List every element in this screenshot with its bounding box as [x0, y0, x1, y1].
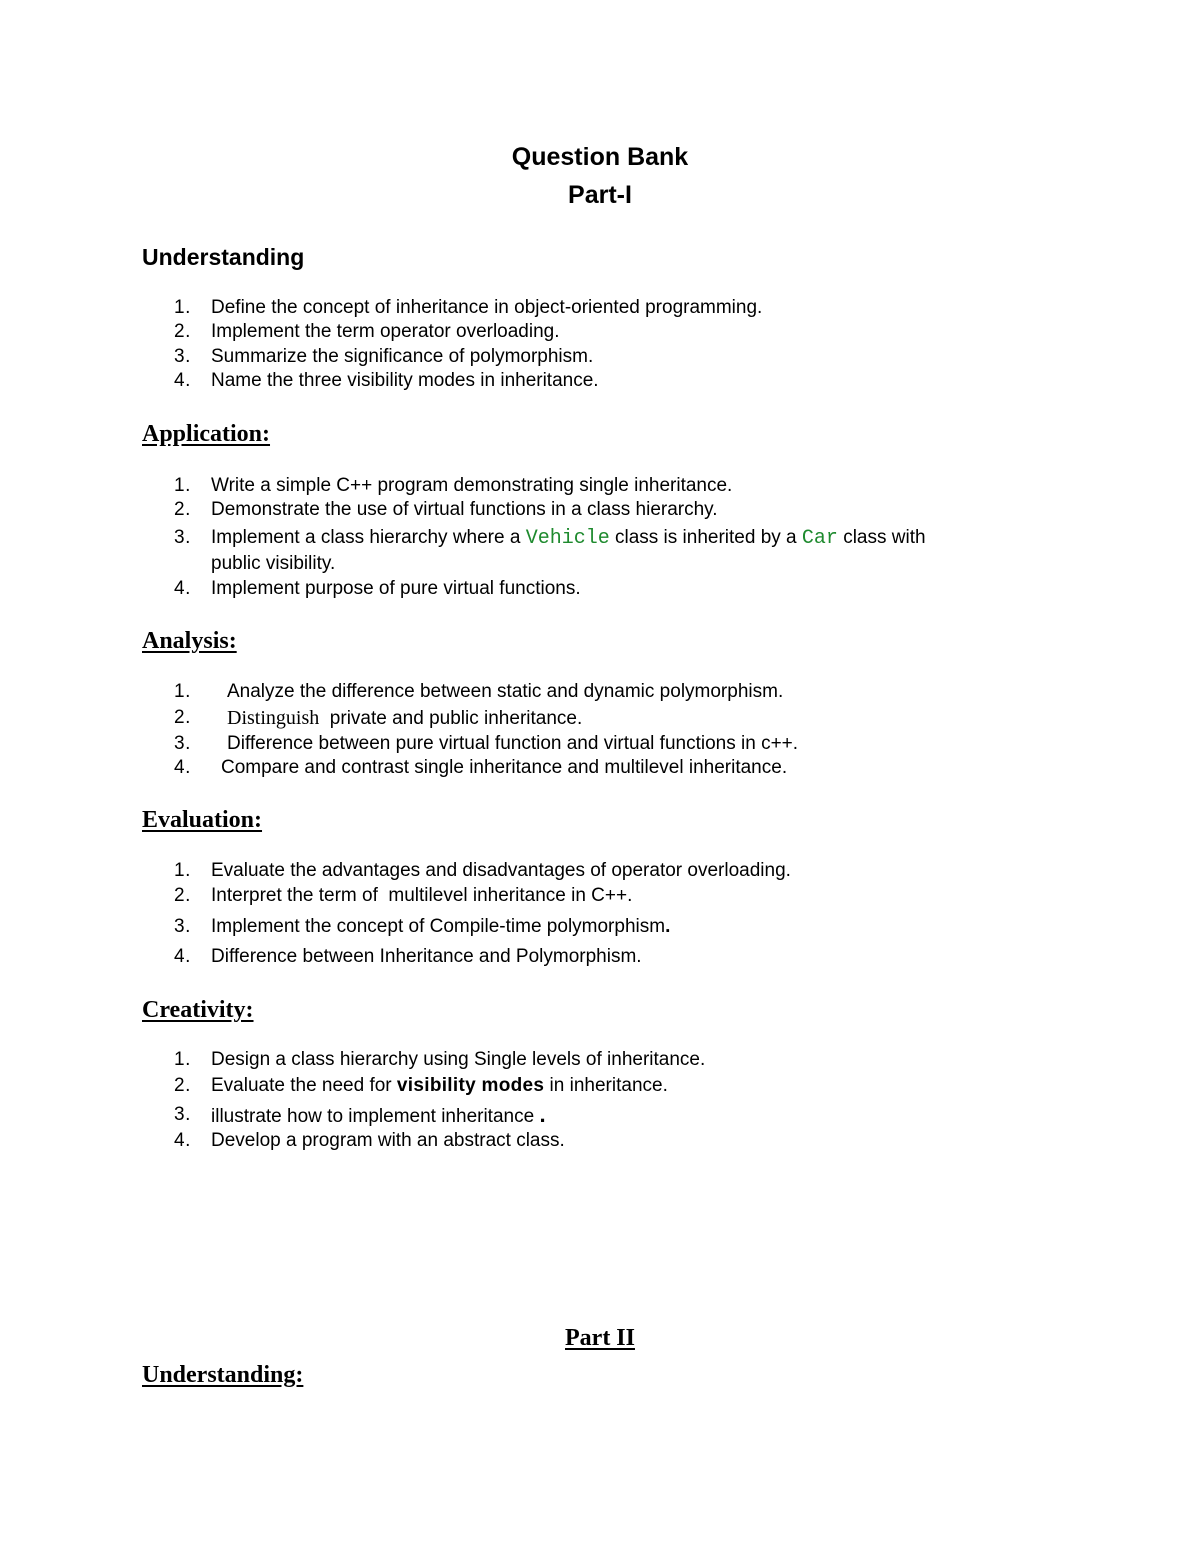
item-number: 4.	[174, 1130, 191, 1151]
item-text: Implement the term operator overloading.	[211, 321, 560, 342]
item-number: 4.	[174, 578, 191, 599]
item-number: 2.	[174, 321, 191, 342]
item-text: Difference between Inheritance and Polymorphism.	[211, 946, 642, 967]
item-number: 2.	[174, 885, 191, 906]
item-text-part: private and public inheritance.	[319, 708, 583, 729]
item-text: Implement purpose of pure virtual functions.	[211, 578, 581, 599]
item-text	[211, 526, 926, 551]
item-text: Design a class hierarchy using Single levels of inheritance.	[211, 1049, 706, 1070]
part-two-title: Part II	[565, 1325, 635, 1351]
item-text	[227, 706, 582, 731]
item-number: 1.	[174, 475, 191, 496]
item-text-part: Distinguish	[227, 707, 320, 729]
section-heading-understanding: Understanding	[142, 244, 305, 270]
item-text: Name the three visibility modes in inheritance.	[211, 370, 599, 391]
item-number: 1.	[174, 297, 191, 318]
item-text-part: .	[665, 916, 671, 937]
section-heading-application: Application:	[142, 421, 271, 447]
item-text-part: class with	[837, 527, 926, 548]
code-token-car: Car	[801, 527, 838, 550]
item-text	[211, 915, 671, 939]
page-title: Question Bank	[511, 143, 689, 171]
item-text-part: Evaluate the need for	[211, 1075, 397, 1096]
item-text	[211, 1103, 546, 1129]
item-text: Demonstrate the use of virtual functions in a class hierarchy.	[211, 499, 718, 520]
section-heading-part2-understanding: Understanding:	[142, 1362, 304, 1388]
item-number: 1.	[174, 860, 191, 881]
item-number: 2.	[174, 1075, 191, 1096]
item-text: Difference between pure virtual function and virtual functions in c++.	[227, 733, 799, 754]
item-text: Write a simple C++ program demonstrating single inheritance.	[211, 475, 733, 496]
item-number: 4.	[174, 370, 191, 391]
section-heading-analysis: Analysis:	[142, 628, 237, 654]
item-text-part: .	[539, 1102, 546, 1127]
item-number: 4.	[174, 946, 191, 967]
item-text: Interpret the term of multilevel inheritance in C++.	[211, 885, 633, 906]
item-number: 3.	[174, 527, 191, 548]
item-text-part: Implement the concept of Compile-time polymorphism	[211, 916, 666, 937]
item-text: Compare and contrast single inheritance and multilevel inheritance.	[221, 757, 788, 778]
item-text: public visibility.	[211, 553, 336, 574]
item-text-part: Implement a class hierarchy where a	[211, 527, 526, 548]
code-token-vehicle: Vehicle	[525, 527, 610, 550]
item-number: 1.	[174, 1049, 191, 1070]
item-number: 1.	[174, 681, 191, 702]
item-number: 2.	[174, 707, 191, 728]
item-number: 3.	[174, 346, 191, 367]
item-text-part: visibility modes	[396, 1075, 545, 1096]
item-number: 4.	[174, 757, 191, 778]
item-text	[211, 1074, 668, 1098]
item-number: 3.	[174, 916, 191, 937]
item-text: Develop a program with an abstract class.	[211, 1130, 565, 1151]
section-heading-evaluation: Evaluation:	[142, 807, 263, 833]
item-number: 3.	[174, 733, 191, 754]
item-text-part: in inheritance.	[544, 1075, 668, 1096]
item-text: Evaluate the advantages and disadvantages of operator overloading.	[211, 860, 791, 881]
section-heading-creativity: Creativity:	[142, 997, 254, 1023]
item-text: Define the concept of inheritance in object-oriented programming.	[211, 297, 763, 318]
item-number: 2.	[174, 499, 191, 520]
item-text-part: illustrate how to implement inheritance	[211, 1106, 540, 1127]
item-number: 3.	[174, 1104, 191, 1125]
item-text: Analyze the difference between static and dynamic polymorphism.	[227, 681, 784, 702]
page-subtitle: Part-I	[568, 181, 632, 209]
item-text-part: class is inherited by a	[609, 527, 802, 548]
item-text: Summarize the significance of polymorphism.	[211, 346, 594, 367]
